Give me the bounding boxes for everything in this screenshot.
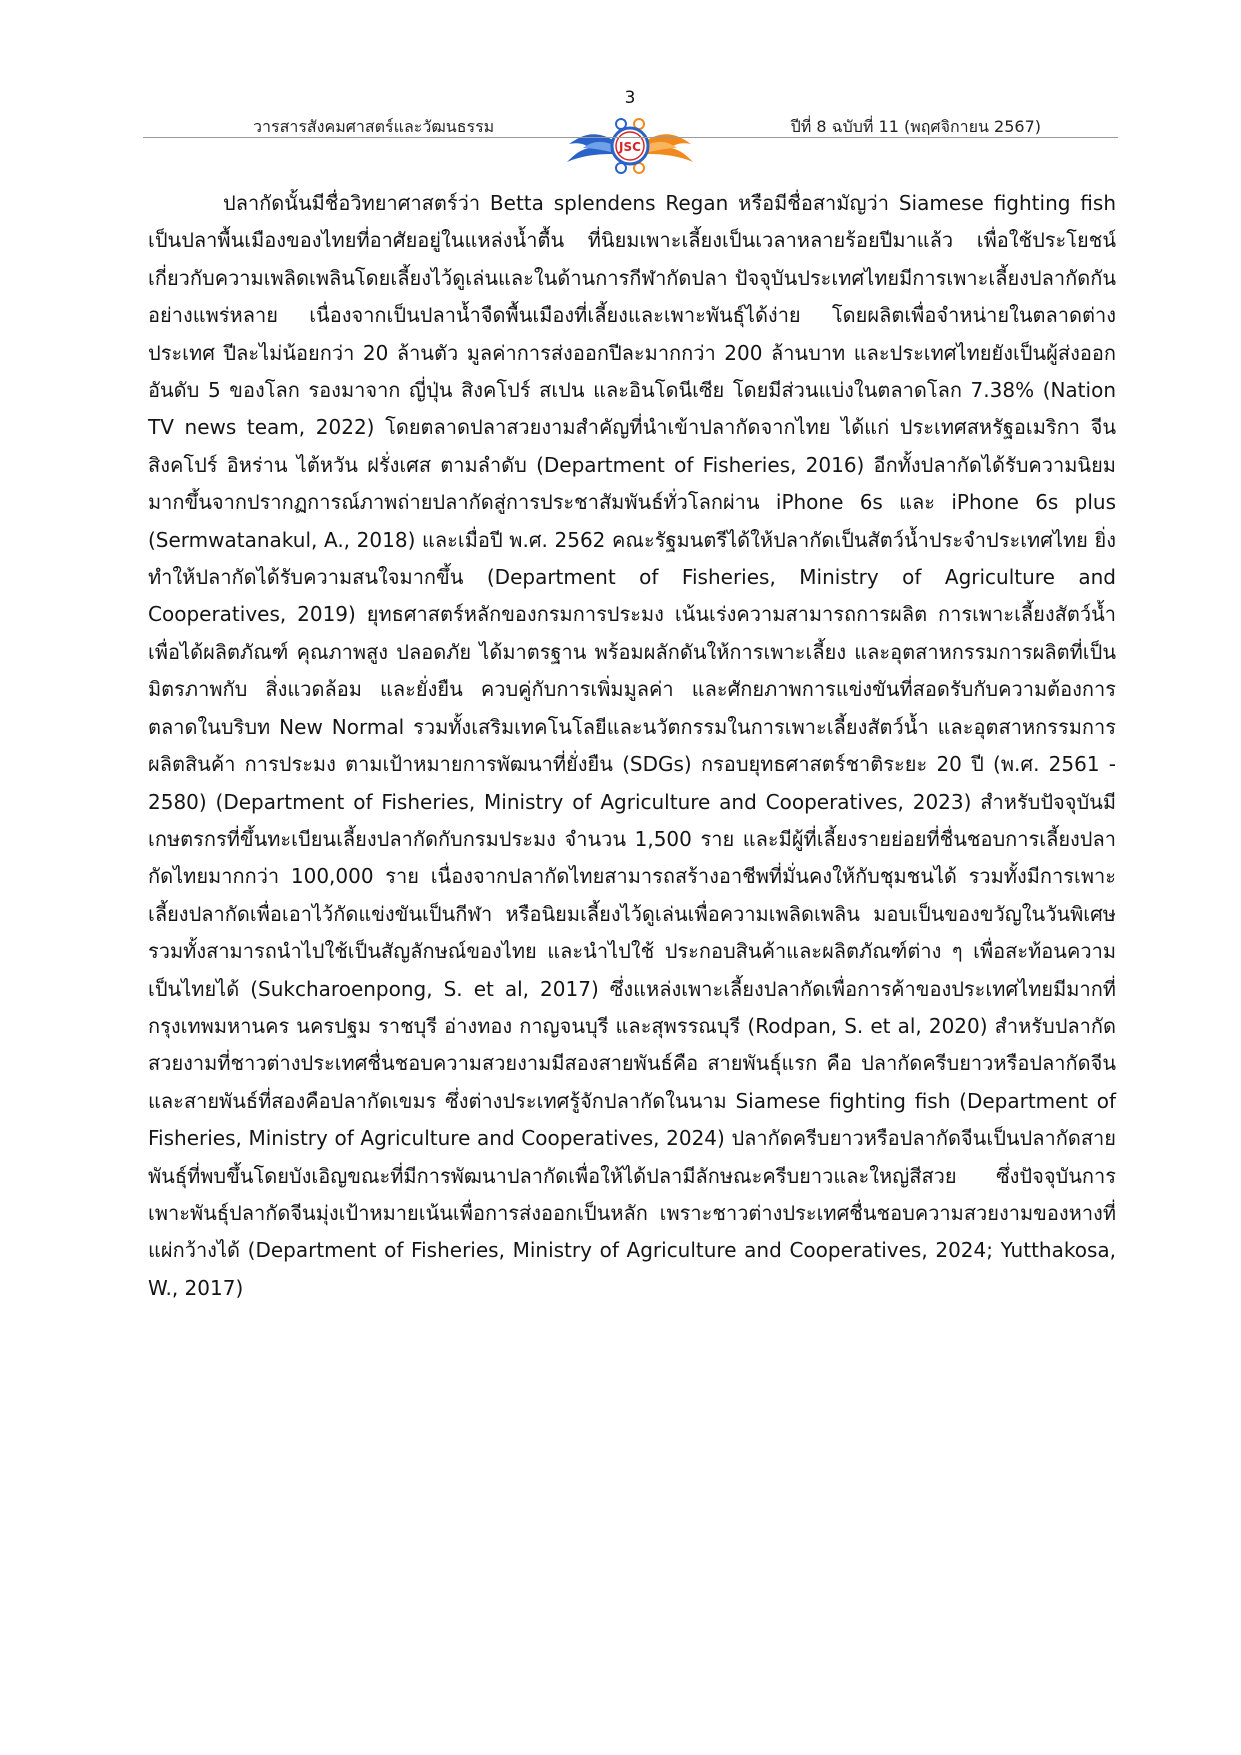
logo-text: JSC bbox=[619, 140, 641, 154]
article-body bbox=[148, 185, 1116, 1307]
journal-name: วารสารสังคมศาสตร์และวัฒนธรรม bbox=[253, 117, 495, 136]
issue-info: ปีที่ 8 ฉบับที่ 11 (พฤศจิกายน 2567) bbox=[790, 117, 1041, 136]
page-number: 3 bbox=[624, 88, 636, 108]
header-divider bbox=[143, 137, 1118, 138]
journal-logo bbox=[555, 100, 705, 178]
body-paragraph: ปลากัดนั้นมีชื่อวิทยาศาสตร์ว่า Betta splendens Regan หรือมีชื่อสามัญว่า Siamese fighting fish เป็นปลาพื้นเมืองของไทยที่อาศัยอยู่ในแหล่งน้ำตื้น ที่นิยมเพาะเลี้ยงเป็นเวลาหลายร้อยปีมาแล้ว เพื่อใช้ประโยชน์เกี่ยวกับความเพลิดเพลินโดยเลี้ยงไว้ดูเล่นและในด้านการกีฬากัดปลา ปัจจุบันประเทศไทยมีการเพาะเลี้ยงปลากัดกันอย่างแพร่หลาย เนื่องจากเป็นปลาน้ำจืดพื้นเมืองที่เลี้ยงและเพาะพันธุ์ได้ง่าย โดยผลิตเพื่อจำหน่ายในตลาดต่างประเทศ ปีละไม่น้อยกว่า 20 ล้านตัว มูลค่าการส่งออกปีละมากกว่า 200 ล้านบาท และประเทศไทยยังเป็นผู้ส่งออกอันดับ 5 ของโลก รองมาจาก ญี่ปุ่น สิงคโปร์ สเปน และอินโดนีเซีย โดยมีส่วนแบ่งในตลาดโลก 7.38% (Nation TV news team, 2022) โดยตลาดปลาสวยงามสำคัญที่นำเข้าปลากัดจากไทย ได้แก่ ประเทศสหรัฐอเมริกา จีน สิงคโปร์ อิหร่าน ไต้หวัน ฝรั่งเศส ตามลำดับ (Department of Fisheries, 2016) อีกทั้งปลากัดได้รับความนิยมมากขึ้นจากปรากฏการณ์ภาพถ่ายปลากัดสู่การประชาสัมพันธ์ทั่วโลกผ่าน iPhone 6s และ iPhone 6s plus (Sermwatanakul, A., 2018) และเมื่อปี พ.ศ. 2562 คณะรัฐมนตรีได้ให้ปลากัดเป็นสัตว์น้ำประจำประเทศไทย ยิ่งทำให้ปลากัดได้รับความสนใจมากขึ้น (Department of Fisheries, Ministry of Agriculture and Cooperatives, 2019) ยุทธศาสตร์หลักของกรมการประมง เน้นเร่งความสามารถการผลิต การเพาะเลี้ยงสัตว์น้ำ เพื่อได้ผลิตภัณฑ์ คุณภาพสูง ปลอดภัย ได้มาตรฐาน พร้อมผลักดันให้การเพาะเลี้ยง และอุตสาหกรรมการผลิตที่เป็นมิตรภาพกับ สิ่งแวดล้อม และยั่งยืน ควบคู่กับการเพิ่มมูลค่า และศักยภาพการแข่งขันที่สอดรับกับความต้องการตลาดในบริบท New Normal รวมทั้งเสริมเทคโนโลยีและนวัตกรรมในการเพาะเลี้ยงสัตว์น้ำ และอุตสาหกรรมการผลิตสินค้า การประมง ตามเป้าหมายการพัฒนาที่ยั่งยืน (SDGs) กรอบยุทธศาสตร์ชาติระยะ 20 ปี (พ.ศ. 2561 - 2580) (Department of Fisheries, Ministry of Agriculture and Cooperatives, 2023) สำหรับปัจจุบันมีเกษตรกรที่ขึ้นทะเบียนเลี้ยงปลากัดกับกรมประมง จำนวน 1,500 ราย และมีผู้ที่เลี้ยงรายย่อยที่ชื่นชอบการเลี้ยงปลากัดไทยมากกว่า 100,000 ราย เนื่องจากปลากัดไทยสามารถสร้างอาชีพที่มั่นคงให้กับชุมชนได้ รวมทั้งมีการเพาะเลี้ยงปลากัดเพื่อเอาไว้กัดแข่งขันเป็นกีฬา หรือนิยมเลี้ยงไว้ดูเล่นเพื่อความเพลิดเพลิน มอบเป็นของขวัญในวันพิเศษ รวมทั้งสามารถนำไปใช้เป็นสัญลักษณ์ของไทย และนำไปใช้ ประกอบสินค้าและผลิตภัณฑ์ต่าง ๆ เพื่อสะท้อนความเป็นไทยได้ (Sukcharoenpong, S. et al, 2017) ซึ่งแหล่งเพาะเลี้ยงปลากัดเพื่อการค้าของประเทศไทยมีมากที่กรุงเทพมหานคร นครปฐม ราชบุรี อ่างทอง กาญจนบุรี และสุพรรณบุรี (Rodpan, S. et al, 2020) สำหรับปลากัดสวยงามที่ชาวต่างประเทศชื่นชอบความสวยงามมีสองสายพันธ์คือ สายพันธุ์แรก คือ ปลากัดครีบยาวหรือปลากัดจีน และสายพันธ์ที่สองคือปลากัดเขมร ซึ่งต่างประเทศรู้จักปลากัดในนาม Siamese fighting fish (Department of Fisheries, Ministry of Agriculture and Cooperatives, 2024) ปลากัดครีบยาวหรือปลากัดจีนเป็นปลากัดสายพันธุ์ที่พบขึ้นโดยบังเอิญขณะที่มีการพัฒนาปลากัดเพื่อให้ได้ปลามีลักษณะครีบยาวและใหญ่สีสวย ซึ่งปัจจุบันการเพาะพันธุ์ปลากัดจีนมุ่งเป้าหมายเน้นเพื่อการส่งออกเป็นหลัก เพราะชาวต่างประเทศชื่นชอบความสวยงามของหางที่แผ่กว้างได้ (Department of Fisheries, Ministry of Agriculture and Cooperatives, 2024; Yutthakosa, W., 2017) bbox=[148, 191, 1116, 1300]
page-header bbox=[0, 0, 1241, 160]
